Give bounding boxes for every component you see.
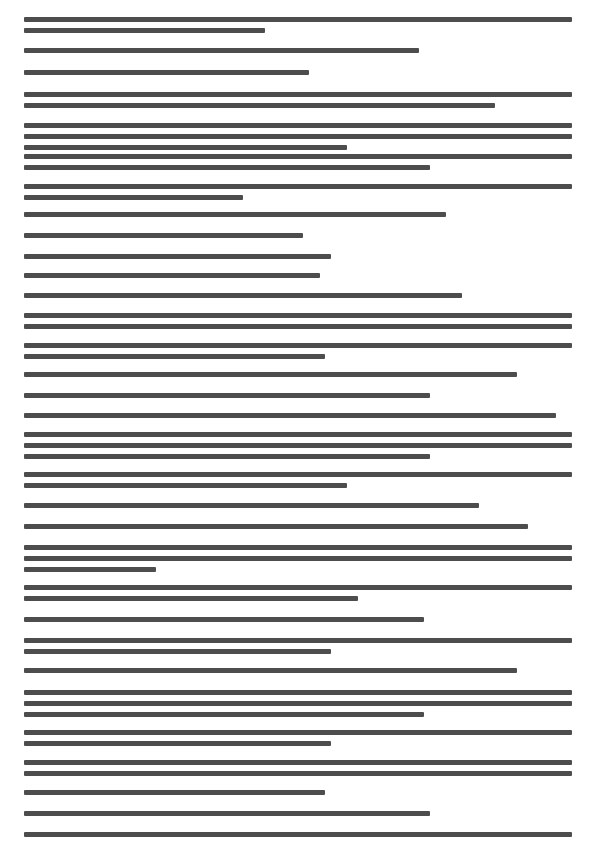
text-line <box>24 730 572 735</box>
text-paragraph <box>24 343 572 359</box>
text-line <box>24 649 331 654</box>
text-paragraph <box>24 372 572 377</box>
text-line <box>24 92 572 97</box>
text-paragraph <box>24 617 572 622</box>
text-line <box>24 123 572 128</box>
text-paragraph <box>24 432 572 459</box>
text-paragraph <box>24 638 572 654</box>
text-line <box>24 48 419 53</box>
text-line <box>24 443 572 448</box>
text-paragraph <box>24 184 572 200</box>
text-line <box>24 668 517 673</box>
text-paragraph <box>24 790 572 795</box>
text-line <box>24 790 325 795</box>
text-paragraph <box>24 832 572 837</box>
text-paragraph <box>24 233 572 238</box>
text-line <box>24 556 572 561</box>
text-line <box>24 585 572 590</box>
text-line <box>24 545 572 550</box>
text-line <box>24 184 572 189</box>
text-line <box>24 472 572 477</box>
text-paragraph <box>24 293 572 298</box>
text-line <box>24 273 320 278</box>
text-paragraph <box>24 524 572 529</box>
text-paragraph <box>24 17 572 33</box>
text-paragraph <box>24 48 572 53</box>
text-line <box>24 760 572 765</box>
text-line <box>24 28 265 33</box>
text-line <box>24 212 446 217</box>
text-paragraph <box>24 811 572 816</box>
text-line <box>24 195 243 200</box>
text-line <box>24 103 495 108</box>
text-line <box>24 524 528 529</box>
text-line <box>24 567 156 572</box>
text-line <box>24 454 430 459</box>
text-line <box>24 483 347 488</box>
text-paragraph <box>24 393 572 398</box>
text-line <box>24 701 572 706</box>
text-paragraph <box>24 585 572 601</box>
text-line <box>24 354 325 359</box>
text-line <box>24 372 517 377</box>
text-paragraph <box>24 690 572 717</box>
text-line <box>24 741 331 746</box>
text-paragraph <box>24 313 572 329</box>
text-paragraph <box>24 92 572 108</box>
text-paragraph <box>24 70 572 75</box>
text-line <box>24 712 424 717</box>
text-line <box>24 233 303 238</box>
text-paragraph <box>24 668 572 673</box>
text-line <box>24 432 572 437</box>
text-line <box>24 596 358 601</box>
text-line <box>24 165 430 170</box>
text-line <box>24 638 572 643</box>
text-line <box>24 413 556 418</box>
text-line <box>24 690 572 695</box>
text-paragraph <box>24 760 572 776</box>
text-line <box>24 503 479 508</box>
text-paragraph <box>24 472 572 488</box>
text-paragraph <box>24 123 572 150</box>
text-line <box>24 254 331 259</box>
text-line <box>24 393 430 398</box>
text-line <box>24 811 430 816</box>
text-line <box>24 832 572 837</box>
text-paragraph <box>24 254 572 259</box>
text-line <box>24 293 462 298</box>
text-paragraph <box>24 212 572 217</box>
text-line <box>24 134 572 139</box>
text-paragraph <box>24 730 572 746</box>
text-paragraph <box>24 413 572 418</box>
text-line <box>24 145 347 150</box>
text-line <box>24 154 572 159</box>
text-paragraph <box>24 545 572 572</box>
text-line <box>24 771 572 776</box>
text-paragraph <box>24 273 572 278</box>
text-line <box>24 343 572 348</box>
text-paragraph <box>24 154 572 170</box>
text-line <box>24 313 572 318</box>
text-line <box>24 324 572 329</box>
text-line <box>24 70 309 75</box>
text-line <box>24 17 572 22</box>
text-line <box>24 617 424 622</box>
text-paragraph <box>24 503 572 508</box>
